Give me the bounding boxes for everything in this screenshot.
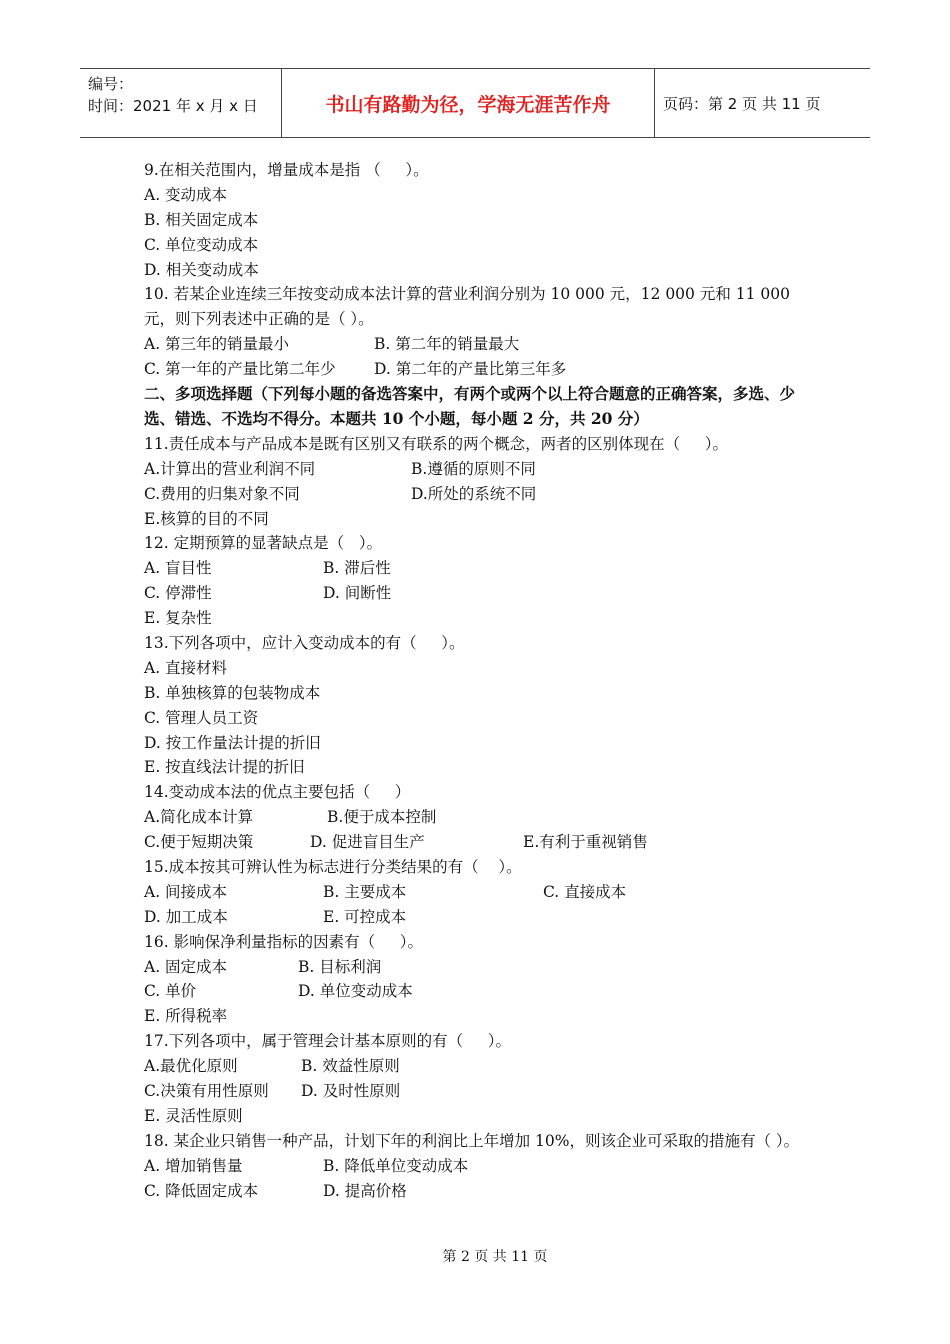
q12-options-ab [144, 556, 812, 581]
q11-options-ab [144, 457, 812, 482]
q11-option-c: C.费用的归集对象不同 [144, 484, 300, 503]
q17-option-d: D. 及时性原则 [301, 1082, 401, 1101]
q15-option-e: E. 可控成本 [323, 907, 407, 926]
q15-options-de [144, 905, 812, 930]
q14-option-a: A.简化成本计算 [144, 808, 254, 827]
q17-option-c: C.决策有用性原则 [144, 1082, 269, 1101]
q9-option-b: B. 相关固定成本 [144, 210, 259, 229]
q12-options-cd [144, 581, 812, 606]
q10-option-c: C. 第一年的产量比第二年少 [144, 360, 336, 379]
q17-option-a: A.最优化原则 [144, 1057, 238, 1076]
q16-options-ab [144, 955, 812, 980]
q10-stem: 10. 若某企业连续三年按变动成本法计算的营业利润分别为 10 000 元，12 000 元和 11 000 元，则下列表述中正确的是（ ）。 [144, 285, 790, 329]
q15-stem: 15.成本按其可辨认性为标志进行分类结果的有（ ）。 [144, 858, 522, 876]
q18-option-b: B. 降低单位变动成本 [323, 1156, 469, 1175]
q17-options-cd [144, 1079, 812, 1104]
q13-option-a: A. 直接材料 [144, 658, 228, 677]
q17-option-e: E. 灵活性原则 [144, 1106, 243, 1125]
q9-option-d: D. 相关变动成本 [144, 260, 259, 279]
q9-stem: 9.在相关范围内，增量成本是指 （ ）。 [144, 161, 429, 179]
q15-option-d: D. 加工成本 [144, 907, 228, 926]
q13-option-b: B. 单独核算的包装物成本 [144, 683, 321, 702]
q9-option-c: C. 单位变动成本 [144, 235, 259, 254]
q13-stem: 13.下列各项中，应计入变动成本的有（ ）。 [144, 633, 465, 652]
q18-option-d: D. 提高价格 [323, 1181, 407, 1200]
q14-option-e: E.有利于重视销售 [523, 833, 648, 852]
q11-option-a: A.计算出的营业利润不同 [144, 459, 316, 478]
q16-options-cd [144, 979, 812, 1004]
q10-options-cd [144, 357, 812, 382]
q17-option-b: B. 效益性原则 [301, 1057, 400, 1076]
q14-options-cde [144, 830, 812, 855]
q13-option-c: C. 管理人员工资 [144, 708, 259, 727]
q15-option-c: C. 直接成本 [543, 882, 627, 901]
q16-option-c: C. 单价 [144, 982, 197, 1001]
q12-option-b: B. 滞后性 [323, 559, 391, 578]
q13-option-d: D. 按工作量法计提的折旧 [144, 733, 321, 752]
q18-option-a: A. 增加销售量 [144, 1156, 243, 1175]
q15-option-b: B. 主要成本 [323, 882, 407, 901]
q11-option-b: B.遵循的原则不同 [411, 459, 536, 478]
q16-option-a: A. 固定成本 [144, 957, 228, 976]
q10-options-ab [144, 332, 812, 357]
q18-options-cd [144, 1179, 812, 1204]
header-motto: 书山有路勤为径，学海无涯苦作舟 [282, 69, 655, 137]
q18-option-c: C. 降低固定成本 [144, 1181, 259, 1200]
q14-option-c: C.便于短期决策 [144, 833, 254, 852]
q12-option-e: E. 复杂性 [144, 609, 212, 628]
q12-option-d: D. 间断性 [323, 584, 392, 603]
q11-option-e: E.核算的目的不同 [144, 509, 269, 528]
header-page-info: 页码：第 2 页 共 11 页 [663, 94, 821, 113]
q14-option-b: B.便于成本控制 [327, 808, 437, 827]
q10-option-b: B. 第二年的销量最大 [374, 335, 520, 354]
q15-options-abc [144, 880, 812, 905]
q16-option-e: E. 所得税率 [144, 1007, 228, 1026]
q11-options-cd [144, 482, 812, 507]
q10-option-a: A. 第三年的销量最小 [144, 335, 290, 354]
q14-stem: 14.变动成本法的优点主要包括（ ） [144, 783, 411, 802]
q17-stem: 17.下列各项中，属于管理会计基本原则的有（ ）。 [144, 1032, 512, 1051]
q12-option-a: A. 盲目性 [144, 559, 212, 578]
q11-stem: 11.责任成本与产品成本是既有区别又有联系的两个概念，两者的区别体现在（ ）。 [144, 434, 729, 453]
header-meta [80, 69, 282, 137]
q12-option-c: C. 停滞性 [144, 584, 212, 603]
q9-option-a: A. 变动成本 [144, 185, 228, 204]
q12-stem: 12. 定期预算的显著缺点是（ ）。 [144, 534, 383, 553]
q16-option-b: B. 目标利润 [298, 957, 382, 976]
q10-option-d: D. 第二年的产量比第三年多 [374, 360, 567, 379]
section-2-heading: 二、多项选择题（下列每小题的备选答案中，有两个或两个以上符合题意的正确答案，多选、少选、错选、不选均不得分。本题共 10 个小题，每小题 2 分，共 20 分） [144, 384, 796, 428]
id-label: 编号： [88, 75, 134, 93]
q16-stem: 16. 影响保净利量指标的因素有（ ）。 [144, 932, 423, 951]
q18-options-ab [144, 1154, 812, 1179]
q13-option-e: E. 按直线法计提的折旧 [144, 758, 305, 777]
q14-options-ab [144, 805, 812, 830]
q15-option-a: A. 间接成本 [144, 882, 228, 901]
question-content [144, 158, 812, 1203]
time-label: 时间：2021 年 x 月 x 日 [88, 97, 258, 115]
document-header [80, 68, 870, 138]
q11-option-d: D.所处的系统不同 [411, 484, 537, 503]
q17-options-ab [144, 1054, 812, 1079]
q14-option-d: D. 促进盲目生产 [310, 833, 425, 852]
q16-option-d: D. 单位变动成本 [298, 982, 413, 1001]
page-footer: 第 2 页 共 11 页 [442, 1249, 548, 1265]
q18-stem: 18. 某企业只销售一种产品，计划下年的利润比上年增加 10%，则该企业可采取的措施有（ ）。 [144, 1131, 800, 1150]
